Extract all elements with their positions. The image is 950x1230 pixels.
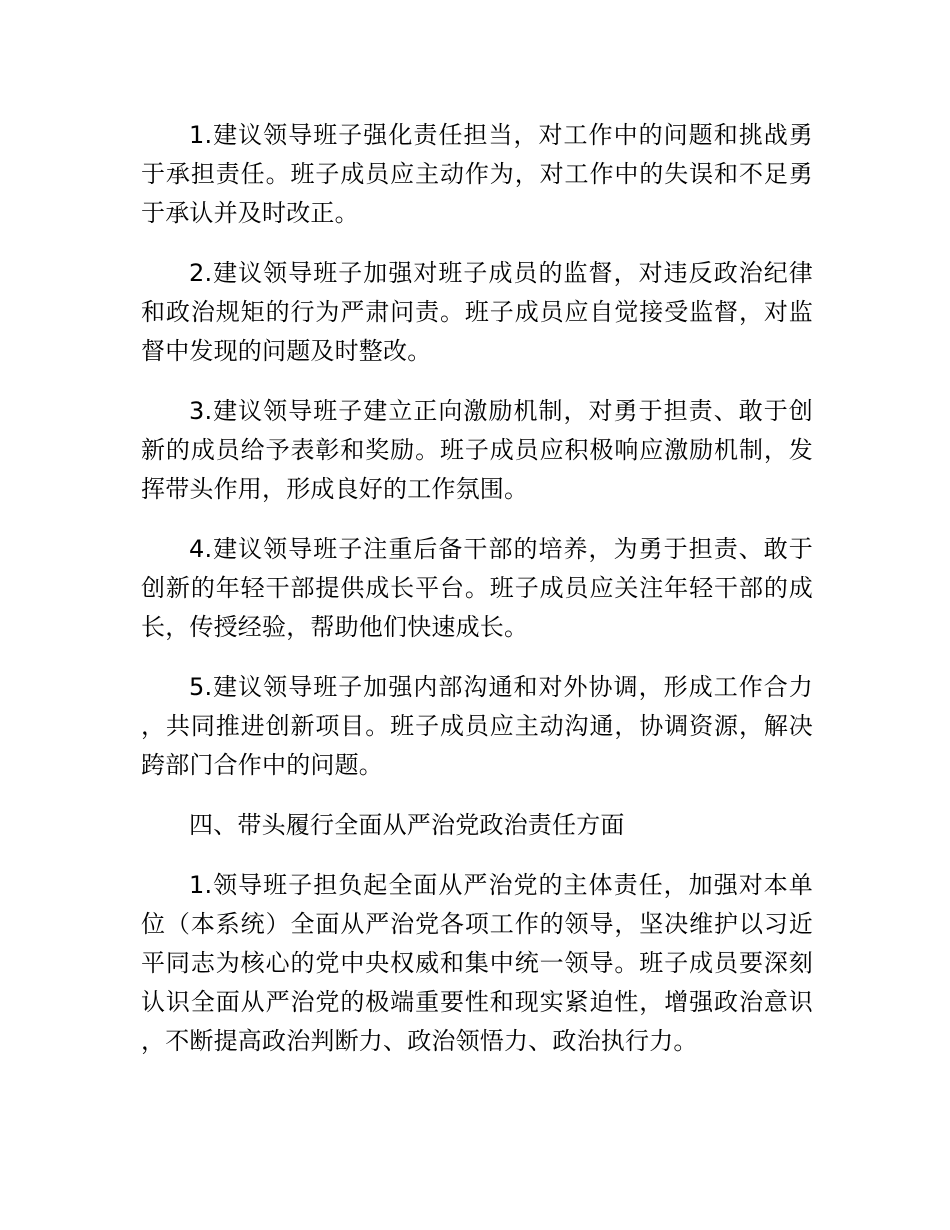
paragraph-5: 5.建议领导班子加强内部沟通和对外协调，形成工作合力，共同推进创新项目。班子成员应主动沟通，协调资源，解决跨部门合作中的问题。 — [141, 673, 813, 779]
paragraph-3: 3.建议领导班子建立正向激励机制，对勇于担责、敢于创新的成员给予表彰和奖励。班子成员应积极响应激励机制，发挥带头作用，形成良好的工作氛围。 — [141, 397, 813, 503]
paragraph-2: 2.建议领导班子加强对班子成员的监督，对违反政治纪律和政治规矩的行为严肃问责。班子成员应自觉接受监督，对监督中发现的问题及时整改。 — [141, 259, 813, 365]
section-heading: 四、带头履行全面从严治党政治责任方面 — [189, 811, 625, 839]
section-paragraph-1: 1.领导班子担负起全面从严治党的主体责任，加强对本单位（本系统）全面从严治党各项工作的领导，坚决维护以习近平同志为核心的党中央权威和集中统一领导。班子成员要深刻认识全面从严治党的极端重要性和现实紧迫性，增强政治意识，不断提高政治判断力、政治领悟力、政治执行力。 — [141, 871, 813, 1055]
paragraph-4: 4.建议领导班子注重后备干部的培养，为勇于担责、敢于创新的年轻干部提供成长平台。班子成员应关注年轻干部的成长，传授经验，帮助他们快速成长。 — [141, 535, 813, 641]
document-body — [141, 116, 813, 1082]
paragraph-1: 1.建议领导班子强化责任担当，对工作中的问题和挑战勇于承担责任。班子成员应主动作为，对工作中的失误和不足勇于承认并及时改正。 — [141, 121, 813, 227]
